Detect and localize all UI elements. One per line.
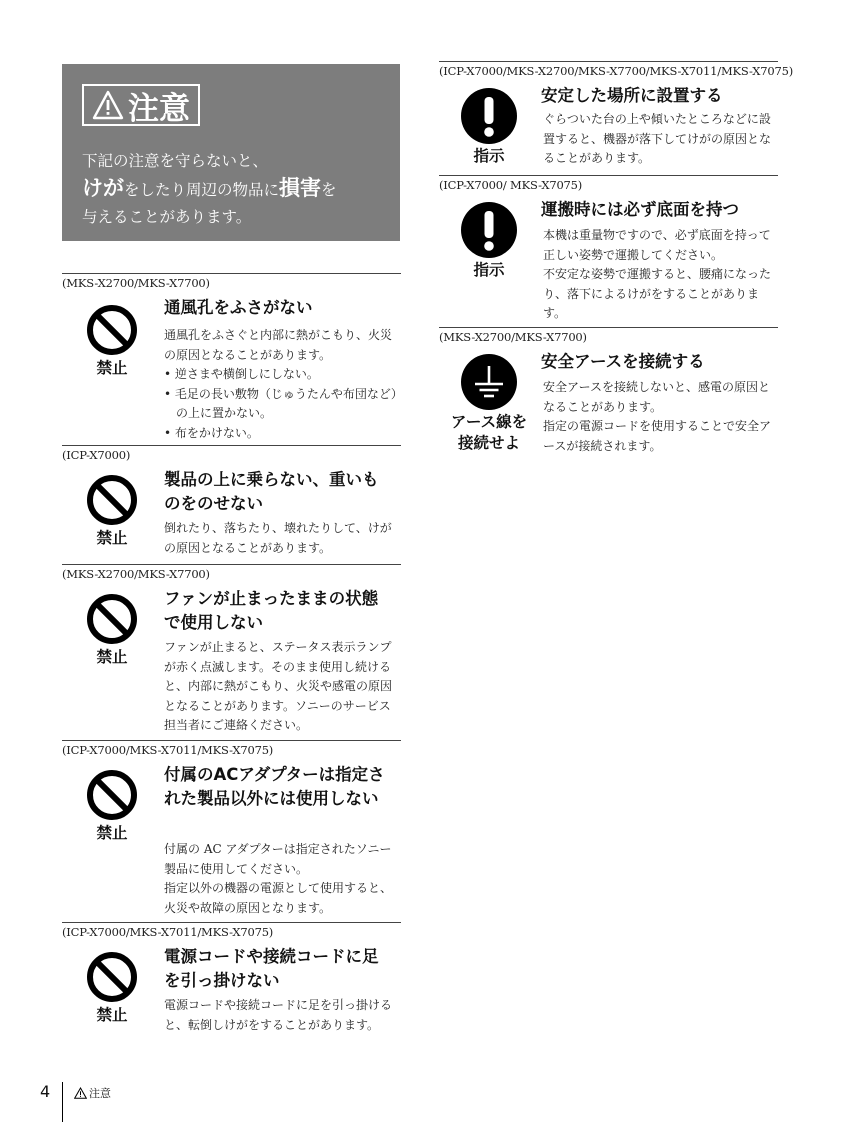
warning-section-fan <box>62 564 401 741</box>
model-label: (ICP-X7000) <box>62 448 131 462</box>
ground-block <box>447 354 531 454</box>
list-item: • 布をかけない。 <box>164 424 398 444</box>
ground-icon <box>461 354 517 410</box>
prohibition-block <box>79 769 145 843</box>
instruction-block <box>456 202 522 280</box>
section-heading: ファンが止まったままの状態で使用しない <box>164 589 379 632</box>
instruction-label: 指示 <box>473 147 505 165</box>
model-label: (ICP-X7000/MKS-X7011/MKS-X7075) <box>62 743 274 757</box>
caution-line-1: 下記の注意を守らないと、 <box>82 152 269 170</box>
section-body: 本機は重量物ですので、必ず底面を持って正しい姿勢で運搬してください。 不安定な姿勢で運搬すると、腰痛になったり、落下によるけがをすることがあります。 <box>543 228 772 320</box>
prohibition-icon <box>86 304 138 356</box>
warning-section-cord <box>62 922 401 1043</box>
warning-section-stable-place <box>439 61 794 176</box>
section-body: ぐらついた台の上や傾いたところなどに設置すると、機器が落下してけがの原因となることがあります。 <box>543 112 772 165</box>
warning-section-ventilation <box>62 273 401 446</box>
prohibition-icon <box>86 769 138 821</box>
bullet-list <box>164 365 398 443</box>
section-heading: 通風孔をふさがない <box>164 298 313 317</box>
section-heading: 付属のACアダプターは指定された製品以外には使用しない <box>164 765 385 808</box>
prohibition-label: 禁止 <box>96 648 128 666</box>
prohibition-block <box>79 593 145 667</box>
list-item: • 逆さまや横倒しにしない。 <box>164 365 398 385</box>
section-body: 倒れたり、落ちたり、壊れたりして、けがの原因となることがあります。 <box>164 521 392 555</box>
model-label: (MKS-X2700/MKS-X7700) <box>439 330 587 344</box>
warning-section-ground <box>439 327 778 458</box>
section-heading: 安全アースを接続する <box>541 352 705 371</box>
warning-section-carry <box>439 175 778 328</box>
warning-triangle-icon <box>92 90 124 120</box>
prohibition-icon <box>86 474 138 526</box>
warning-section-ac-adapter <box>62 740 401 923</box>
section-heading: 運搬時には必ず底面を持つ <box>541 200 739 219</box>
caution-description <box>82 148 392 231</box>
footer-section-title: 注意 <box>74 1085 111 1101</box>
caution-title: 注意 <box>128 90 190 127</box>
prohibition-label: 禁止 <box>96 824 128 842</box>
list-item: • 毛足の長い敷物（じゅうたんや布団など）の上に置かない。 <box>164 385 398 424</box>
page-number: 4 <box>40 1082 51 1101</box>
section-body: 付属の AC アダプターは指定されたソニー製品に使用してください。 指定以外の機器の電源として使用すると、火災や故障の原因となります。 <box>164 842 393 915</box>
footer-divider <box>62 1082 63 1122</box>
section-body: 通風孔をふさぐと内部に熱がこもり、火災の原因となることがあります。 • 逆さまや横倒しにしない。 • 毛足の長い敷物（じゅうたんや布団など）の上に置かない。 • 布をかけない。 <box>164 326 398 443</box>
model-label: (ICP-X7000/ MKS-X7075) <box>439 178 583 192</box>
caution-banner <box>62 64 400 241</box>
ground-label-line-2: 接続せよ <box>457 434 520 452</box>
caution-title-frame <box>82 84 200 126</box>
model-label: (ICP-X7000/MKS-X7011/MKS-X7075) <box>62 925 274 939</box>
prohibition-label: 禁止 <box>96 529 128 547</box>
warning-section-no-climb <box>62 445 401 565</box>
section-body: 安全アースを接続しないと、感電の原因となることがあります。 指定の電源コードを使用することで安全アースが接続されます。 <box>543 380 772 453</box>
prohibition-block <box>79 304 145 378</box>
model-label: (ICP-X7000/MKS-X2700/MKS-X7700/MKS-X7011/MKS-X7075) <box>439 64 794 78</box>
model-label: (MKS-X2700/MKS-X7700) <box>62 276 210 290</box>
prohibition-icon <box>86 593 138 645</box>
instruction-block <box>456 88 522 166</box>
section-body: ファンが止まると、ステータス表示ランプが赤く点滅します。そのまま使用し続けると、内部に熱がこもり、火災や感電の原因となることがあります。ソニーのサービス担当者にご連絡ください。 <box>164 640 393 732</box>
section-heading: 安定した場所に設置する <box>541 86 723 105</box>
instruction-label: 指示 <box>473 261 505 279</box>
section-heading: 製品の上に乗らない、重いものをのせない <box>164 470 379 513</box>
prohibition-label: 禁止 <box>96 359 128 377</box>
section-body: 電源コードや接続コードに足を引っ掛けると、転倒しけがをすることがあります。 <box>164 998 393 1032</box>
prohibition-label: 禁止 <box>96 1006 128 1024</box>
instruction-icon <box>461 202 517 258</box>
model-label: (MKS-X2700/MKS-X7700) <box>62 567 210 581</box>
section-heading: 電源コードや接続コードに足を引っ掛けない <box>164 947 379 990</box>
warning-triangle-icon <box>74 1087 87 1099</box>
prohibition-icon <box>86 951 138 1003</box>
caution-line-2: けがをしたり周辺の物品に損害を <box>82 176 337 200</box>
ground-label-line-1: アース線を <box>450 413 528 431</box>
instruction-icon <box>461 88 517 144</box>
prohibition-block <box>79 951 145 1025</box>
prohibition-block <box>79 474 145 548</box>
caution-line-3: 与えることがあります。 <box>82 208 252 226</box>
